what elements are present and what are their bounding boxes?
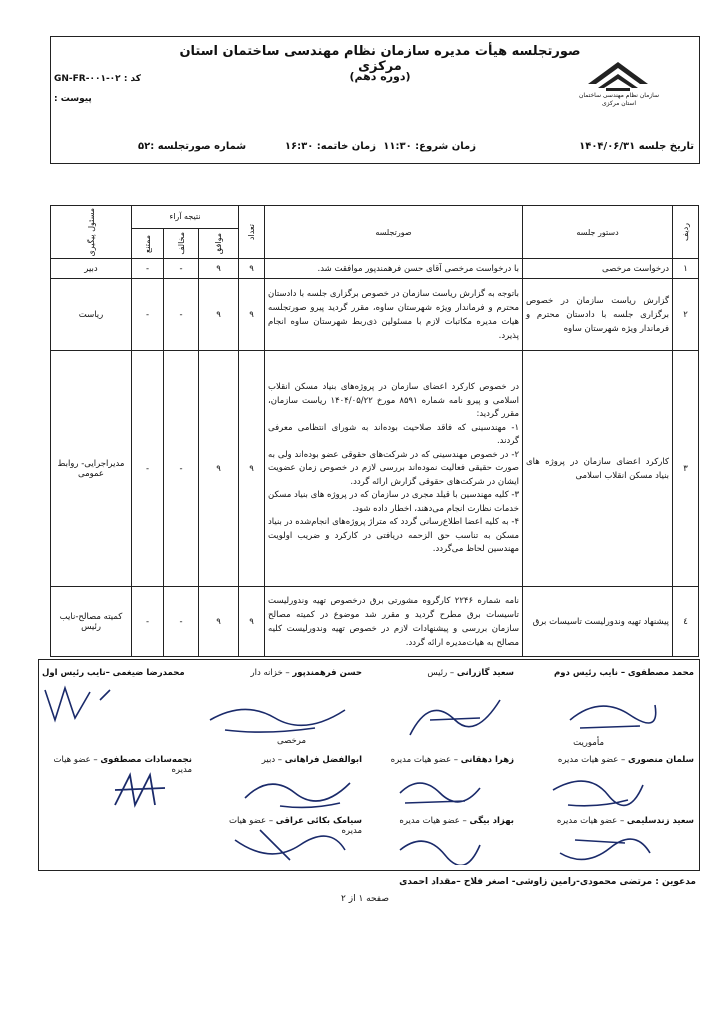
row-agree: ۹: [199, 279, 239, 351]
form-code: [54, 74, 141, 84]
header-responsible: مسئول پیگیری: [51, 206, 132, 259]
row-agenda: پیشنهاد تهیه وندورلیست تاسیسات برق: [523, 587, 673, 657]
signature-scribble-2: [205, 690, 355, 740]
table-row: [51, 587, 699, 657]
row-abstain: -: [132, 259, 164, 279]
row-number: ۳: [673, 351, 699, 587]
row-minutes: باتوجه به گزارش ریاست سازمان در خصوص برگزاری جلسه با دادستان محترم و فرماندار ویژه شهرستان ساوه، مقرر گردید پیرو صورتجلسه هیات مدیره مکاتبات لازم با مسئولین ذی‌ربط شهرستان ساوه انجام پذیرد.: [265, 279, 523, 351]
signature-scribble-5: [110, 770, 170, 810]
row-agree: ۹: [199, 587, 239, 657]
row-oppose: -: [164, 587, 199, 657]
header-count: تعداد: [239, 206, 265, 259]
signature-gazrani: سعید گازرانی – رئیس: [427, 668, 514, 678]
row-responsible: ریاست: [51, 279, 132, 351]
signature-mostafavi-m: محمد مصطفوی – نایب رئیس دوم: [554, 668, 694, 678]
signature-scribble-11: [555, 828, 655, 868]
header-oppose: مخالف: [164, 228, 199, 259]
row-agenda: کارکرد اعضای سازمان در پروژه های بنیاد مسکن انقلاب اسلامی: [523, 351, 673, 587]
signature-mansouri: سلمان منصوری – عضو هیات مدیره: [557, 755, 694, 765]
signature-scribble-7: [395, 768, 485, 808]
row-abstain: -: [132, 351, 164, 587]
row-number: ۱: [673, 259, 699, 279]
form-code-value: GN-FR-۰۰۱-۰۲: [54, 74, 121, 84]
row-minutes: نامه شماره ۲۲۴۶ کارگروه مشورتی برق درخصوص تهیه وندورلیست تاسیسات برق مطرح گردید و مقرر شد موضوع در کمیته مصالح سازمان بررسی و پیشنهادات لازم در خصوص تهیه وندورلیست کلیه مصالح به هیات‌مدیره ارائه گردد.: [265, 587, 523, 657]
row-agenda: گزارش ریاست سازمان در خصوص برگزاری جلسه با دادستان محترم و فرماندار ویژه شهرستان ساوه: [523, 279, 673, 351]
document-title: صورتجلسه هیأت مدیره سازمان نظام مهندسی ساختمان استان مرکزی: [179, 44, 581, 74]
minutes-table: [50, 205, 699, 657]
minutes-number: شماره صورتجلسه :۵۲: [138, 141, 247, 152]
row-oppose: -: [164, 279, 199, 351]
header-row-number: ردیف: [673, 206, 699, 259]
signature-scribble-8: [548, 770, 648, 810]
signature-scribble-4: [560, 690, 660, 735]
signature-mostafavi-n: نجمه‌سادات مصطفوی – عضو هیات مدیره: [53, 755, 192, 775]
signature-scribble-10: [395, 825, 485, 865]
signature-note-leave: مرخصی: [277, 736, 306, 746]
form-code-label: کد :: [123, 74, 141, 84]
row-agree: ۹: [199, 259, 239, 279]
header-vote-result: نتیجه آراء: [132, 206, 239, 229]
signature-scribble-9: [230, 820, 350, 865]
table-row: [51, 259, 699, 279]
table-row: [51, 351, 699, 587]
row-abstain: -: [132, 279, 164, 351]
signature-beigi: بهزاد بیگی – عضو هیات مدیره: [399, 816, 514, 826]
signature-farahmandpour: حسن فرهمندپور – خزانه دار: [250, 668, 362, 678]
signature-dehghani: زهرا دهقانی – عضو هیات مدیره: [390, 755, 514, 765]
logo-text: سازمان نظام مهندسی ساختمان استان مرکزی: [578, 92, 660, 107]
row-number: ٤: [673, 587, 699, 657]
signature-note-mission: مأموریت: [573, 738, 604, 748]
signature-scribble-1: [40, 680, 120, 730]
signature-scribble-3: [400, 690, 510, 745]
signature-scribble-6: [240, 768, 360, 813]
row-abstain: -: [132, 587, 164, 657]
row-responsible: مدیراجرایی- روابط عمومی: [51, 351, 132, 587]
page-number: صفحه ۱ از ۲: [341, 894, 389, 904]
row-oppose: -: [164, 351, 199, 587]
header-agenda: دستور جلسه: [523, 206, 673, 259]
end-time: زمان خاتمه: ۱۶:۳۰: [284, 141, 376, 152]
table-row: [51, 279, 699, 351]
row-responsible: کمیته مصالح-نایب رئیس: [51, 587, 132, 657]
row-count: ۹: [239, 351, 265, 587]
signature-zandsalimi: سعید زندسلیمی – عضو هیات مدیره: [556, 816, 694, 826]
header-agree: موافق: [199, 228, 239, 259]
row-minutes: در خصوص کارکرد اعضای سازمان در پروژه‌های بنیاد مسکن انقلاب اسلامی و پیرو نامه شماره ۸۵۹۱ مورخ ۱۴۰۴/۰۵/۲۲ ریاست سازمان، مقرر گردید: ۱- مهندسینی که فاقد صلاحیت بوده‌اند به شورای انتظامی معرفی گردند. ۲- در خصوص مهندسینی که در شرکت‌های حقوقی عضو بوده‌اند ولی به صورت حقیقی فعالیت نموده‌اند بررسی لازم در خصوص زمان عضویت ایشان در شرکت‌های حقوقی گزارش ارائه گردد. ۳- کلیه مهندسین با قیلد مجری در سازمان که در پروژه های بنیاد مسکن خدمات نظارت انجام می‌دهند، اخطار داده شود. ۴- به کلیه اعضا اطلاع‌رسانی گردد که متراژ پروژه‌های انجام‌شده در بنیاد مسکن به تناسب حق الزحمه دریافتی در کارکرد و ضریب اولویت مهندسین لحاظ می‌گردد.: [265, 351, 523, 587]
header-minutes: صورتجلسه: [265, 206, 523, 259]
signature-bakaei: سیامک بکائی عراقی – عضو هیات مدیره: [228, 816, 362, 836]
meeting-date: تاریخ جلسه ۱۴۰۴/۰۶/۳۱: [579, 141, 694, 152]
attachment-label: پیوست :: [54, 94, 92, 104]
row-agenda: درخواست مرخصی: [523, 259, 673, 279]
row-count: ۹: [239, 587, 265, 657]
row-agree: ۹: [199, 351, 239, 587]
row-number: ۲: [673, 279, 699, 351]
start-time: زمان شروع: ۱۱:۳۰: [383, 141, 476, 152]
row-responsible: دبیر: [51, 259, 132, 279]
signature-farahani: ابوالفضل فراهانی – دبیر: [261, 755, 362, 765]
header-abstain: ممتنع: [132, 228, 164, 259]
signature-zeighami: محمدرضا ضیغمی –نایب رئیس اول: [42, 668, 185, 678]
invited-guests: مدعوین : مرتضی محمودی-رامین زاوشی- اصغر فلاح –مقداد احمدی: [399, 877, 696, 887]
row-count: ۹: [239, 279, 265, 351]
row-count: ۹: [239, 259, 265, 279]
row-minutes: با درخواست مرخصی آقای حسن فرهمندپور موافقت شد.: [265, 259, 523, 279]
document-subtitle: (دوره دهم): [349, 70, 411, 83]
row-oppose: -: [164, 259, 199, 279]
